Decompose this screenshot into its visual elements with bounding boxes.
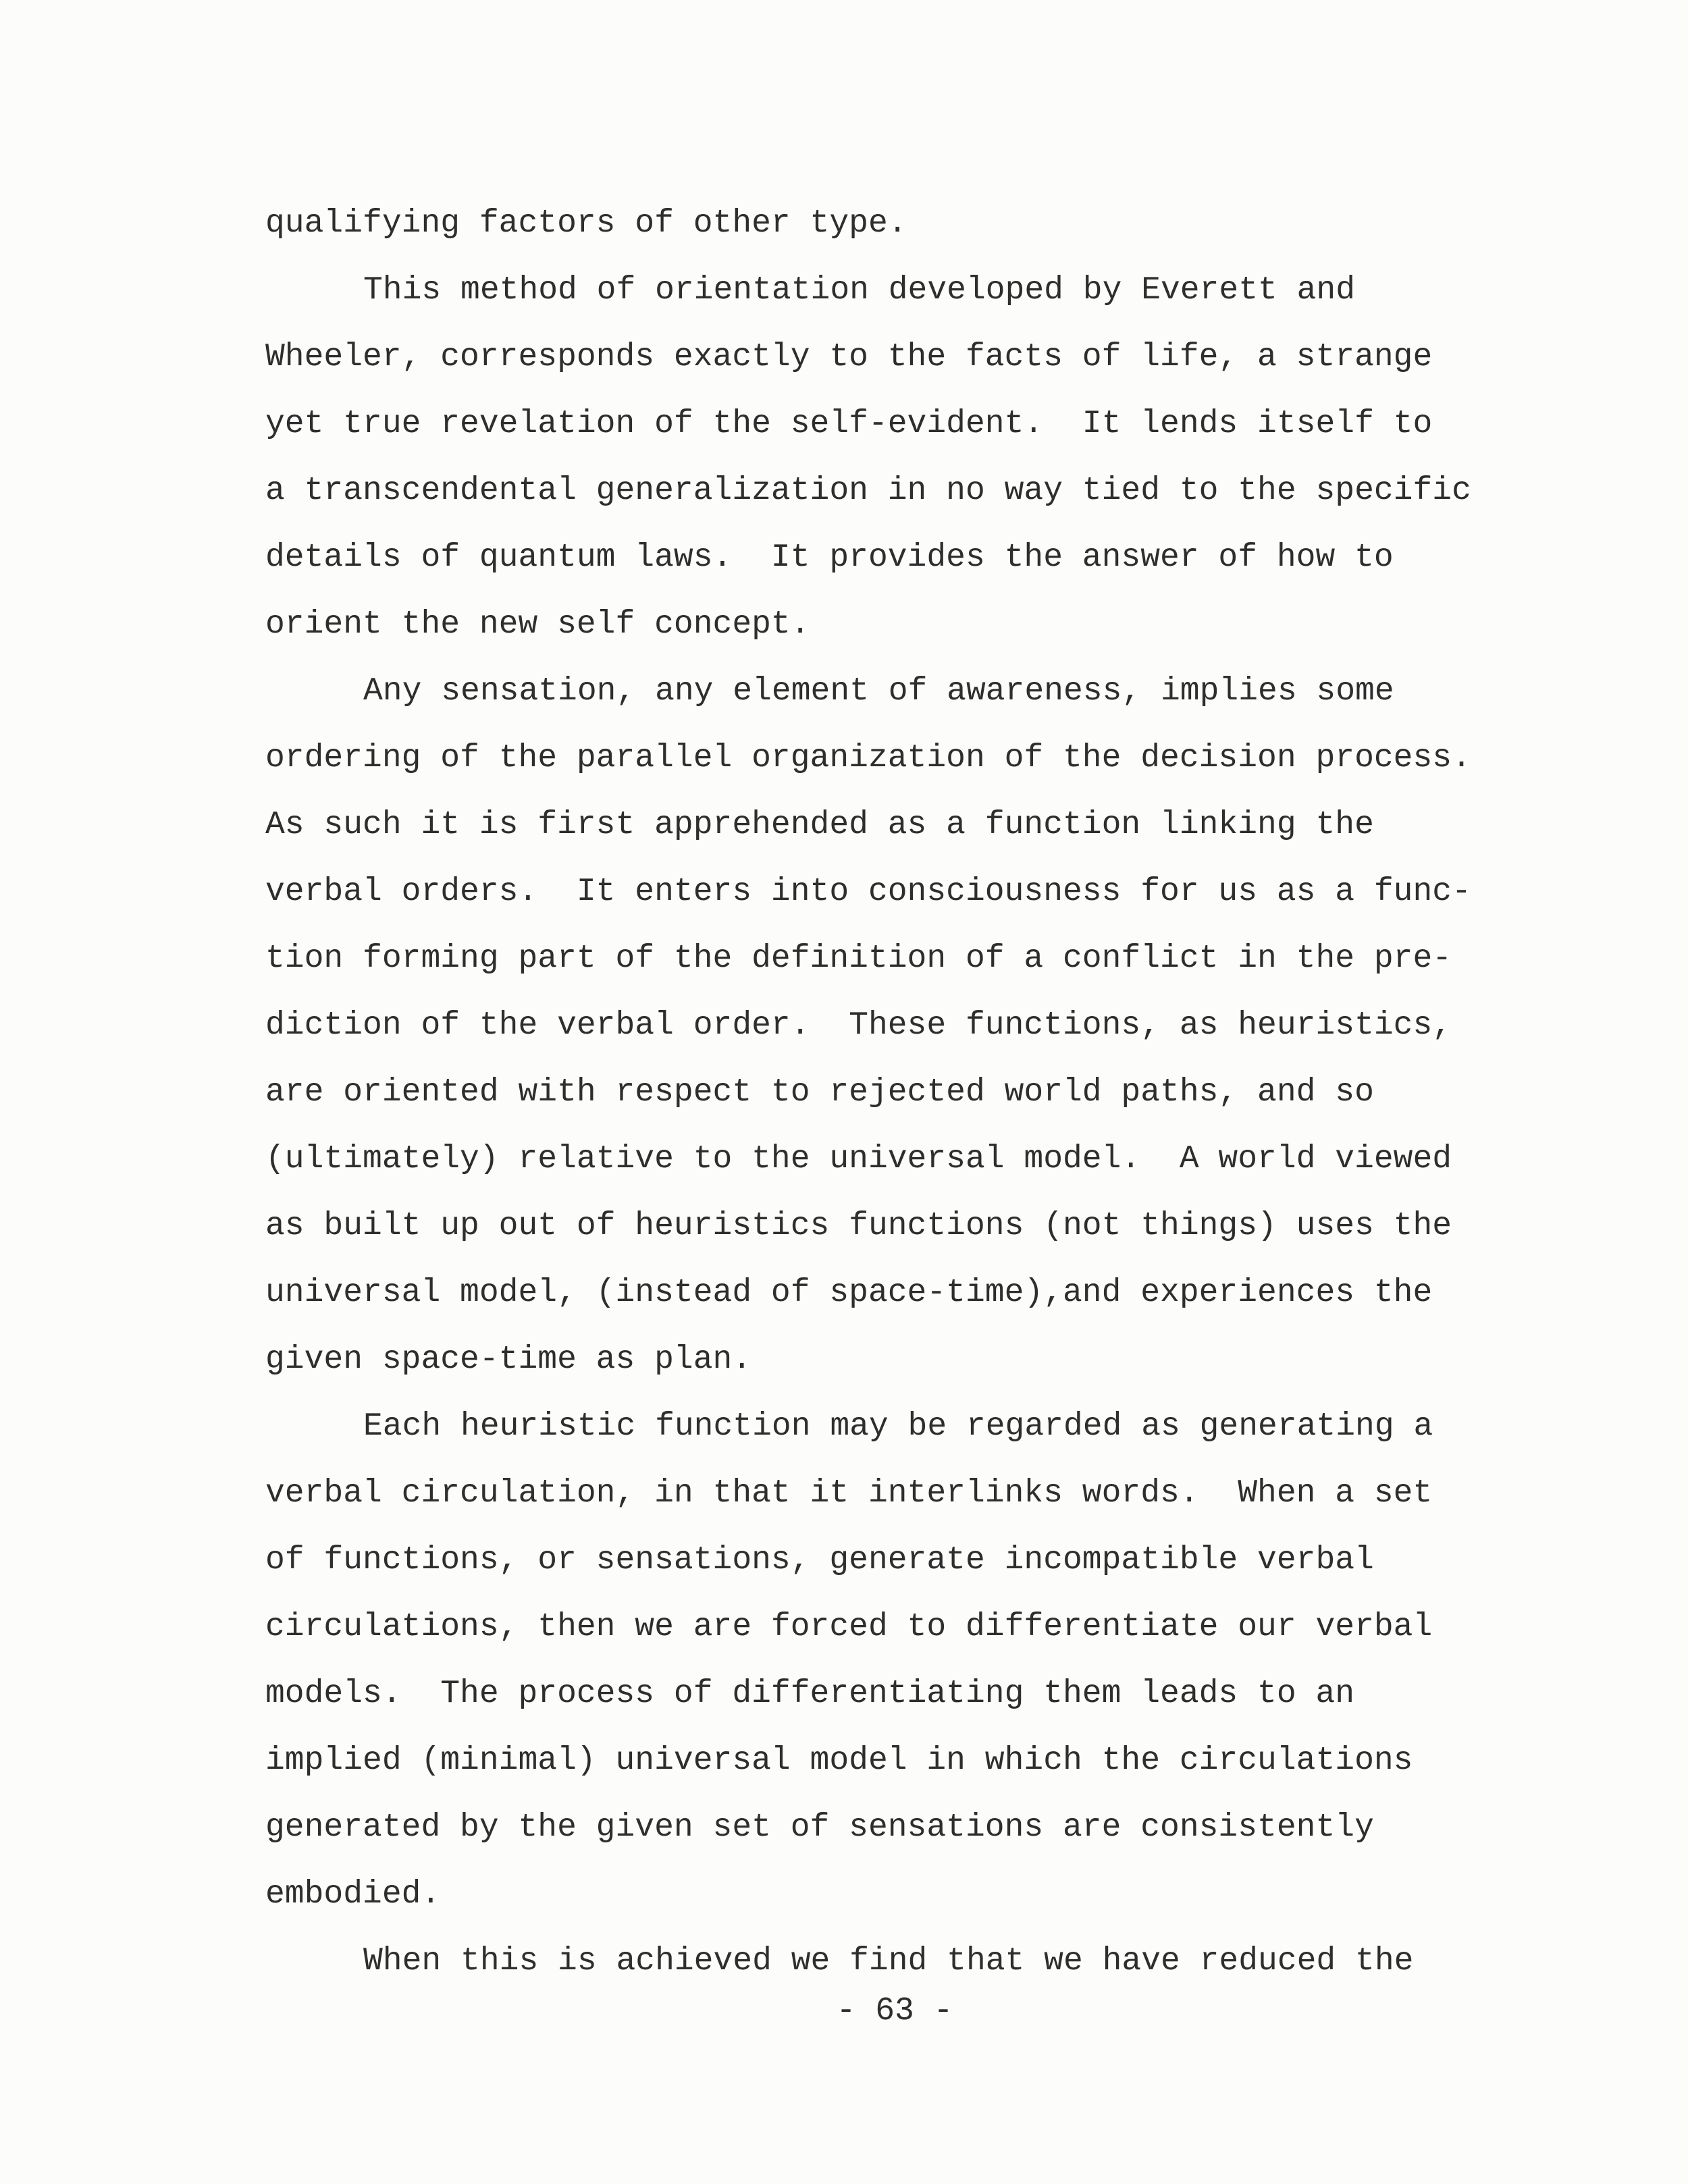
text-line: tion forming part of the definition of a conflict in the pre-: [265, 940, 1452, 977]
text-line: as built up out of heuristics functions (not things) uses the: [265, 1208, 1452, 1244]
text-line: (ultimately) relative to the universal model. A world viewed: [265, 1141, 1452, 1177]
text-line: verbal orders. It enters into consciousness for us as a func-: [265, 874, 1471, 910]
text-line: given space-time as plan.: [265, 1341, 752, 1378]
text-line: generated by the given set of sensations are consistently: [265, 1809, 1374, 1846]
text-line: embodied.: [265, 1876, 441, 1913]
text-line: of functions, or sensations, generate incompatible verbal: [265, 1542, 1374, 1578]
text-line: qualifying factors of other type.: [265, 205, 907, 242]
text-line: a transcendental generalization in no way tied to the specific: [265, 473, 1471, 509]
page-number: - 63 -: [836, 1993, 953, 2029]
text-line: Any sensation, any element of awareness, implies some: [363, 673, 1394, 710]
text-line: This method of orientation developed by Everett and: [363, 272, 1356, 309]
text-line: orient the new self concept.: [265, 606, 810, 643]
text-line: Wheeler, corresponds exactly to the facts of life, a strange: [265, 339, 1433, 375]
text-line: As such it is first apprehended as a function linking the: [265, 807, 1374, 843]
text-line: universal model, (instead of space-time),and experiences the: [265, 1275, 1433, 1311]
text-line: are oriented with respect to rejected world paths, and so: [265, 1074, 1374, 1111]
text-line: Each heuristic function may be regarded as generating a: [363, 1408, 1433, 1445]
body-text: [265, 190, 1589, 1995]
text-line: verbal circulation, in that it interlinks words. When a set: [265, 1475, 1433, 1512]
text-line: implied (minimal) universal model in which the circulations: [265, 1742, 1413, 1779]
text-line: circulations, then we are forced to differentiate our verbal: [265, 1609, 1433, 1645]
text-line: details of quantum laws. It provides the answer of how to: [265, 539, 1394, 576]
text-line: yet true revelation of the self-evident. It lends itself to: [265, 406, 1433, 442]
text-line: models. The process of differentiating them leads to an: [265, 1676, 1355, 1712]
text-line: ordering of the parallel organization of the decision process.: [265, 740, 1471, 776]
text-line: When this is achieved we find that we have reduced the: [363, 1943, 1414, 1979]
text-line: diction of the verbal order. These functions, as heuristics,: [265, 1007, 1452, 1044]
